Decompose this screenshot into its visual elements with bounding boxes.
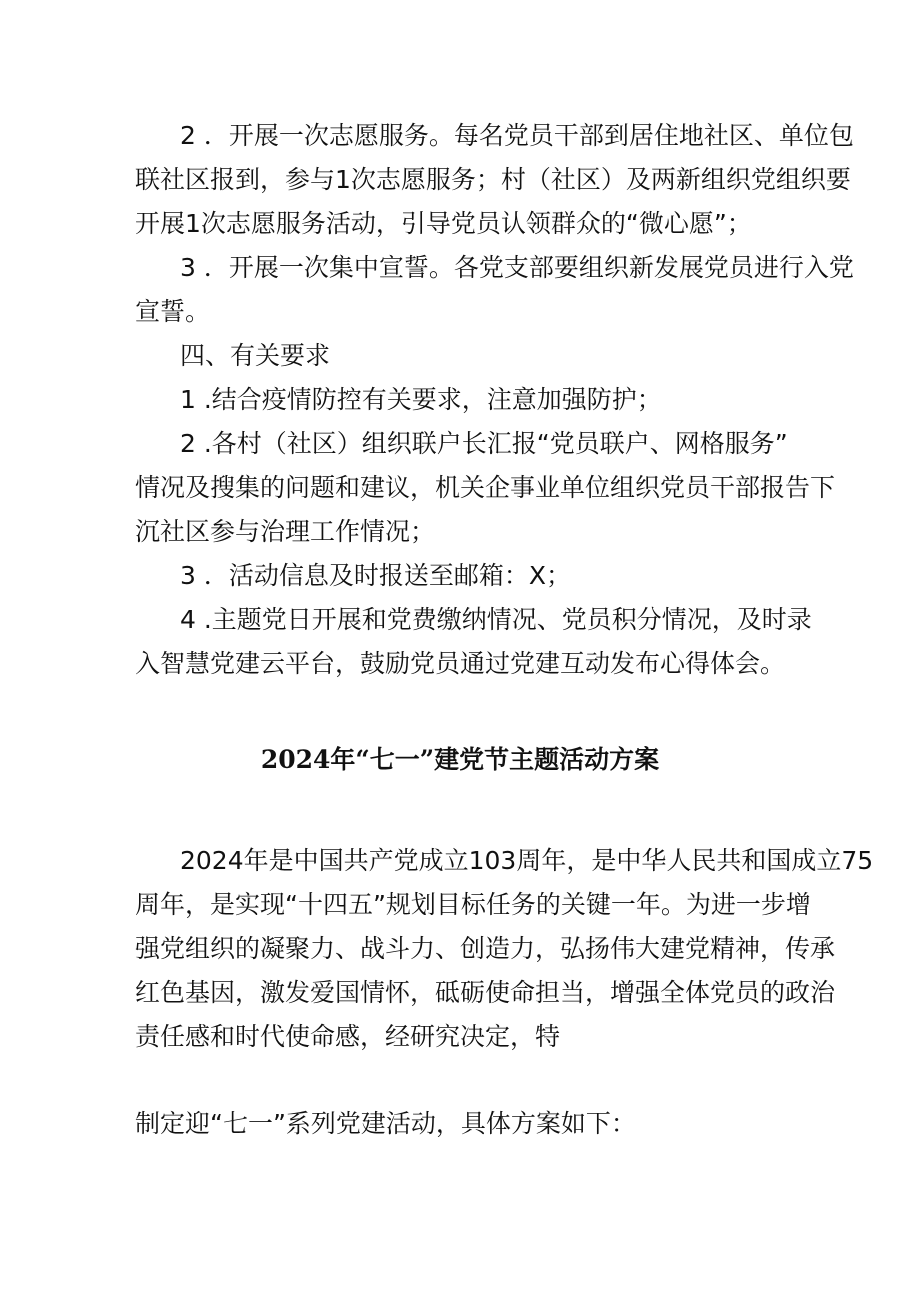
section-heading: 四、有关要求: [180, 341, 331, 370]
paragraph-line: 宣誓。: [135, 297, 211, 326]
paragraph-line: 沉社区参与治理工作情况；: [135, 517, 436, 546]
paragraph-line: 2024年是中国共产党成立103周年，是中华人民共和国成立75: [180, 846, 874, 875]
paragraph-line: 2 ．开展一次志愿服务。每名党员干部到居住地社区、单位包: [180, 121, 854, 150]
paragraph-line: 周年，是实现“十四五”规划目标任务的关键一年。为进一步增: [135, 890, 811, 919]
paragraph-line: 情况及搜集的问题和建议，机关企事业单位组织党员干部报告下: [135, 473, 836, 502]
paragraph-line: 红色基因，激发爱国情怀，砥砺使命担当，增强全体党员的政治: [135, 978, 836, 1007]
paragraph-line: 责任感和时代使命感，经研究决定，特: [135, 1022, 561, 1051]
closing-line: 制定迎“七一”系列党建活动，具体方案如下：: [135, 1109, 636, 1138]
paragraph-line: 入智慧党建云平台，鼓励党员通过党建互动发布心得体会。: [135, 649, 786, 678]
paragraph-line: 3 ．活动信息及时报送至邮箱：X；: [180, 561, 571, 590]
paragraph-line: 强党组织的凝聚力、战斗力、创造力，弘扬伟大建党精神，传承: [135, 934, 836, 963]
paragraph-line: 开展1次志愿服务活动，引导党员认领群众的“微心愿”；: [135, 209, 752, 238]
paragraph-line: 3 ．开展一次集中宣誓。各党支部要组织新发展党员进行入党: [180, 253, 854, 282]
paragraph-line: 2 .各村（社区）组织联户长汇报“党员联户、网格服务”: [180, 429, 788, 458]
paragraph-line: 1 .结合疫情防控有关要求，注意加强防护；: [180, 385, 662, 414]
document-title: 2024年“七一”建党节主题活动方案: [260, 745, 660, 774]
paragraph-line: 联社区报到，参与1次志愿服务；村（社区）及两新组织党组织要: [135, 165, 851, 194]
paragraph-line: 4 .主题党日开展和党费缴纳情况、党员积分情况，及时录: [180, 605, 812, 634]
